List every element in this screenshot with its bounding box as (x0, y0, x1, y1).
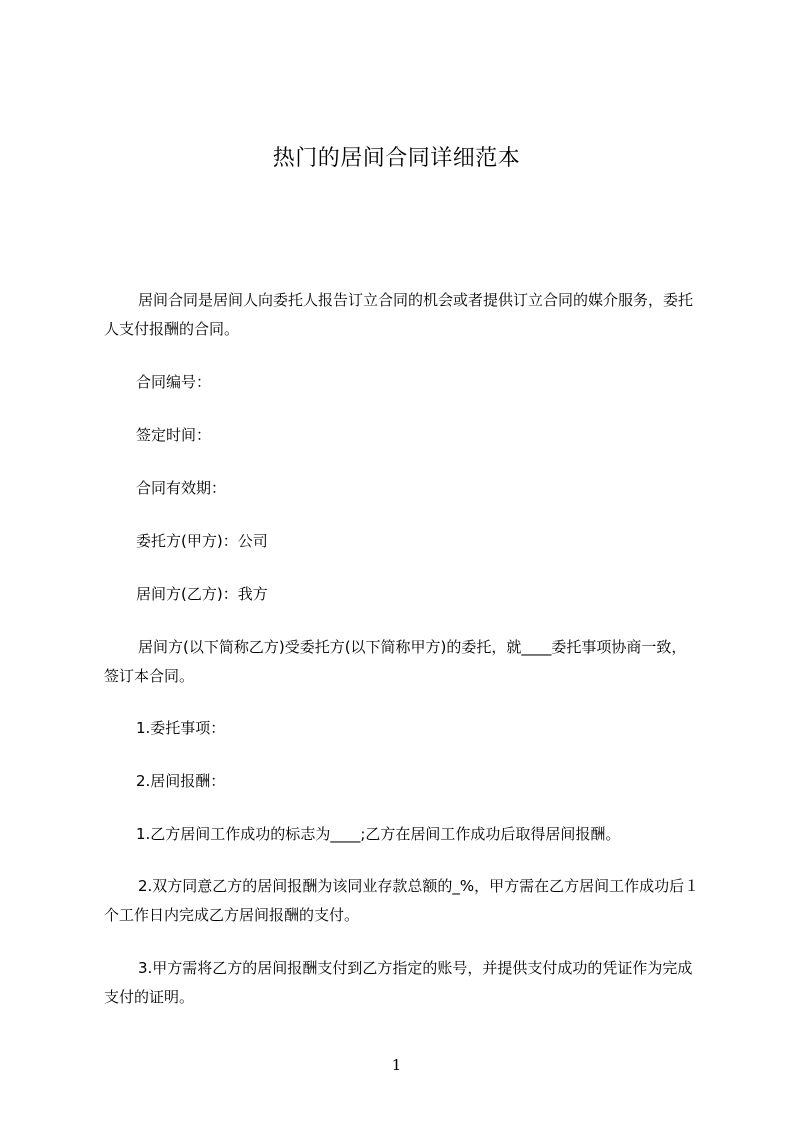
sign-time-field: 签定时间： (136, 426, 212, 444)
page-number: 1 (391, 1056, 402, 1074)
intro-paragraph (104, 286, 700, 344)
clause-2-2-text: 2.双方同意乙方的居间报酬为该同业存款总额的_%，甲方需在乙方居间工作成功后１个工作日内完成乙方居间报酬的支付。 (104, 877, 700, 924)
contract-number-field: 合同编号： (136, 373, 212, 391)
intro-text: 居间合同是居间人向委托人报告订立合同的机会或者提供订立合同的媒介服务，委托人支付报酬的合同。 (104, 291, 694, 338)
party-b-field: 居间方(乙方)：我方 (136, 585, 268, 603)
preamble-paragraph (104, 633, 700, 691)
document-title: 热门的居间合同详细范本 (272, 146, 521, 171)
clause-2-1: 1.乙方居间工作成功的标志为____;乙方在居间工作成功后取得居间报酬。 (136, 825, 621, 843)
clause-2-3-paragraph (104, 954, 700, 1012)
preamble-text: 居间方(以下简称乙方)受委托方(以下简称甲方)的委托，就____委托事项协商一致，签订本合同。 (104, 638, 687, 685)
clause-2-3-text: 3.甲方需将乙方的居间报酬支付到乙方指定的账号，并提供支付成功的凭证作为完成支付的证明。 (104, 959, 693, 1006)
clause-2-2-paragraph (104, 872, 700, 930)
party-a-field: 委托方(甲方)：公司 (136, 532, 268, 550)
validity-field: 合同有效期： (136, 479, 227, 497)
clause-1: 1.委托事项： (136, 719, 226, 737)
clause-2: 2.居间报酬： (136, 772, 226, 790)
